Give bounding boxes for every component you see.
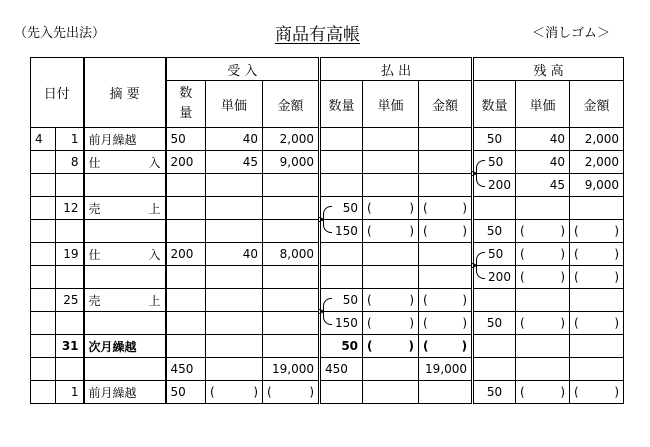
month-cell <box>31 312 56 335</box>
table-row <box>31 266 624 289</box>
received-amount-cell <box>263 266 320 289</box>
balance-amount-cell: 2,000 <box>570 128 624 151</box>
paid-price-cell: ( ) <box>363 220 419 243</box>
day-cell: 8 <box>56 151 84 174</box>
paid-qty-cell <box>320 128 363 151</box>
paid-amount-cell <box>419 243 473 266</box>
received-qty-cell <box>166 197 206 220</box>
balance-amount-cell: 9,000 <box>570 174 624 197</box>
received-amount-cell: 2,000 <box>263 128 320 151</box>
balance-amount-cell <box>570 358 624 381</box>
paid-amount-cell <box>419 128 473 151</box>
month-cell <box>31 358 56 381</box>
month-cell: 4 <box>31 128 56 151</box>
month-cell <box>31 197 56 220</box>
received-amount-cell: 9,000 <box>263 151 320 174</box>
received-price-cell <box>206 220 263 243</box>
paid-price-cell <box>363 243 419 266</box>
balance-amount-cell <box>570 289 624 312</box>
day-cell <box>56 358 84 381</box>
table-row <box>31 128 624 151</box>
balance-amount-cell: ( ) <box>570 381 624 404</box>
balance-price-cell <box>516 335 570 358</box>
paid-amount-cell: ( ) <box>419 220 473 243</box>
table-row <box>31 151 624 174</box>
received-amount-cell: 8,000 <box>263 243 320 266</box>
day-cell <box>56 174 84 197</box>
month-cell <box>31 381 56 404</box>
balance-qty-cell <box>473 335 516 358</box>
day-cell: 31 <box>56 335 84 358</box>
month-cell <box>31 335 56 358</box>
paid-amount-cell <box>419 266 473 289</box>
received-price-cell <box>206 358 263 381</box>
day-cell <box>56 312 84 335</box>
received-amount-cell <box>263 289 320 312</box>
summary-cell <box>84 358 166 381</box>
received-amount-cell <box>263 220 320 243</box>
balance-price-cell: 40 <box>516 128 570 151</box>
paid-price-cell: ( ) <box>363 289 419 312</box>
table-row <box>31 289 624 312</box>
table-row <box>31 220 624 243</box>
paid-qty-cell <box>320 243 363 266</box>
summary-header: 摘 要 <box>84 58 166 128</box>
paid-qty-cell: 50 <box>320 289 363 312</box>
paid-qty-cell <box>320 174 363 197</box>
table-row <box>31 197 624 220</box>
paid-price-cell: ( ) <box>363 335 419 358</box>
received-qty-header: 数 量 <box>166 81 206 128</box>
header-row-1 <box>31 58 624 81</box>
day-cell <box>56 220 84 243</box>
received-qty-cell <box>166 174 206 197</box>
balance-qty-cell <box>473 197 516 220</box>
inventory-ledger-table <box>30 57 624 404</box>
totals-row <box>31 358 624 381</box>
balance-qty-header: 数量 <box>473 81 516 128</box>
received-qty-cell <box>166 312 206 335</box>
paid-price-cell <box>363 358 419 381</box>
paid-price-cell <box>363 174 419 197</box>
paid-qty-total: 450 <box>320 358 363 381</box>
received-amount-cell <box>263 174 320 197</box>
received-price-cell: 45 <box>206 151 263 174</box>
received-price-cell: ( ) <box>206 381 263 404</box>
received-price-cell <box>206 266 263 289</box>
received-price-cell: 40 <box>206 128 263 151</box>
balance-price-cell: ( ) <box>516 312 570 335</box>
received-amount-cell <box>263 197 320 220</box>
paid-amount-cell <box>419 151 473 174</box>
received-price-cell <box>206 174 263 197</box>
month-cell <box>31 151 56 174</box>
paid-amount-cell: ( ) <box>419 335 473 358</box>
received-amount-cell <box>263 312 320 335</box>
day-cell: 19 <box>56 243 84 266</box>
summary-cell: 仕 入 <box>84 243 166 266</box>
received-price-cell <box>206 312 263 335</box>
summary-cell: 前月繰越 <box>84 128 166 151</box>
received-amount-header: 金額 <box>263 81 320 128</box>
paid-amount-cell: ( ) <box>419 197 473 220</box>
received-price-header: 単価 <box>206 81 263 128</box>
paid-price-cell: ( ) <box>363 197 419 220</box>
balance-amount-cell: 2,000 <box>570 151 624 174</box>
balance-header: 残 高 <box>473 58 624 81</box>
summary-cell: 前月繰越 <box>84 381 166 404</box>
summary-cell <box>84 266 166 289</box>
table-row <box>31 243 624 266</box>
month-cell <box>31 220 56 243</box>
balance-qty-cell <box>473 289 516 312</box>
balance-amount-cell: ( ) <box>570 312 624 335</box>
balance-price-cell: ( ) <box>516 266 570 289</box>
balance-qty-cell: 50 <box>473 128 516 151</box>
table-row <box>31 174 624 197</box>
balance-amount-cell: ( ) <box>570 243 624 266</box>
balance-price-cell: ( ) <box>516 243 570 266</box>
received-price-cell <box>206 335 263 358</box>
day-cell: 1 <box>56 381 84 404</box>
paid-amount-cell: ( ) <box>419 289 473 312</box>
received-amount-cell: ( ) <box>263 381 320 404</box>
paid-price-cell <box>363 381 419 404</box>
received-amount-cell <box>263 335 320 358</box>
balance-qty-cell: 50 <box>473 381 516 404</box>
balance-price-cell <box>516 358 570 381</box>
paid-qty-cell: 50 <box>320 335 363 358</box>
page-title: 商品有高帳 <box>275 25 360 45</box>
received-price-cell <box>206 197 263 220</box>
summary-cell: 仕 入 <box>84 151 166 174</box>
paid-price-header: 単価 <box>363 81 419 128</box>
received-qty-total: 450 <box>166 358 206 381</box>
item-name: ＜消しゴム＞ <box>532 26 611 41</box>
month-cell <box>31 266 56 289</box>
received-qty-cell: 50 <box>166 381 206 404</box>
balance-price-cell <box>516 197 570 220</box>
received-qty-cell: 200 <box>166 243 206 266</box>
day-cell: 1 <box>56 128 84 151</box>
balance-price-cell <box>516 289 570 312</box>
balance-qty-cell: 50 <box>473 243 516 266</box>
summary-cell: 売 上 <box>84 197 166 220</box>
method-label: （先入先出法） <box>14 26 106 41</box>
paid-amount-cell: ( ) <box>419 312 473 335</box>
paid-qty-cell <box>320 266 363 289</box>
balance-qty-cell: 50 <box>473 312 516 335</box>
table-row <box>31 312 624 335</box>
balance-price-header: 単価 <box>516 81 570 128</box>
month-cell <box>31 243 56 266</box>
received-header: 受 入 <box>166 58 320 81</box>
balance-price-cell: ( ) <box>516 220 570 243</box>
balance-qty-cell: 200 <box>473 266 516 289</box>
received-amount-total: 19,000 <box>263 358 320 381</box>
day-cell: 25 <box>56 289 84 312</box>
received-qty-cell <box>166 266 206 289</box>
paid-price-cell <box>363 151 419 174</box>
paid-header: 払 出 <box>320 58 473 81</box>
balance-amount-cell <box>570 335 624 358</box>
paid-qty-cell <box>320 151 363 174</box>
balance-qty-cell: 50 <box>473 151 516 174</box>
paid-qty-header: 数量 <box>320 81 363 128</box>
received-price-cell: 40 <box>206 243 263 266</box>
summary-cell <box>84 312 166 335</box>
balance-amount-header: 金額 <box>570 81 624 128</box>
month-cell <box>31 289 56 312</box>
day-cell <box>56 266 84 289</box>
paid-price-cell <box>363 266 419 289</box>
received-qty-cell <box>166 335 206 358</box>
balance-qty-cell <box>473 358 516 381</box>
received-qty-cell <box>166 220 206 243</box>
balance-amount-cell: ( ) <box>570 266 624 289</box>
received-qty-cell: 50 <box>166 128 206 151</box>
balance-amount-cell <box>570 197 624 220</box>
received-qty-cell <box>166 289 206 312</box>
paid-amount-cell <box>419 174 473 197</box>
paid-qty-cell: 150 <box>320 312 363 335</box>
table-row <box>31 381 624 404</box>
table-row <box>31 335 624 358</box>
day-cell: 12 <box>56 197 84 220</box>
summary-cell <box>84 220 166 243</box>
paid-amount-cell <box>419 381 473 404</box>
date-header: 日付 <box>31 58 84 128</box>
summary-cell: 売 上 <box>84 289 166 312</box>
balance-qty-cell: 200 <box>473 174 516 197</box>
balance-qty-cell: 50 <box>473 220 516 243</box>
balance-price-cell: 40 <box>516 151 570 174</box>
paid-qty-cell <box>320 381 363 404</box>
summary-cell <box>84 174 166 197</box>
paid-amount-total: 19,000 <box>419 358 473 381</box>
summary-cell: 次月繰越 <box>84 335 166 358</box>
balance-amount-cell: ( ) <box>570 220 624 243</box>
month-cell <box>31 174 56 197</box>
received-price-cell <box>206 289 263 312</box>
paid-price-cell <box>363 128 419 151</box>
paid-amount-header: 金額 <box>419 81 473 128</box>
paid-qty-cell: 50 <box>320 197 363 220</box>
received-qty-cell: 200 <box>166 151 206 174</box>
balance-price-cell: ( ) <box>516 381 570 404</box>
balance-price-cell: 45 <box>516 174 570 197</box>
paid-price-cell: ( ) <box>363 312 419 335</box>
paid-qty-cell: 150 <box>320 220 363 243</box>
